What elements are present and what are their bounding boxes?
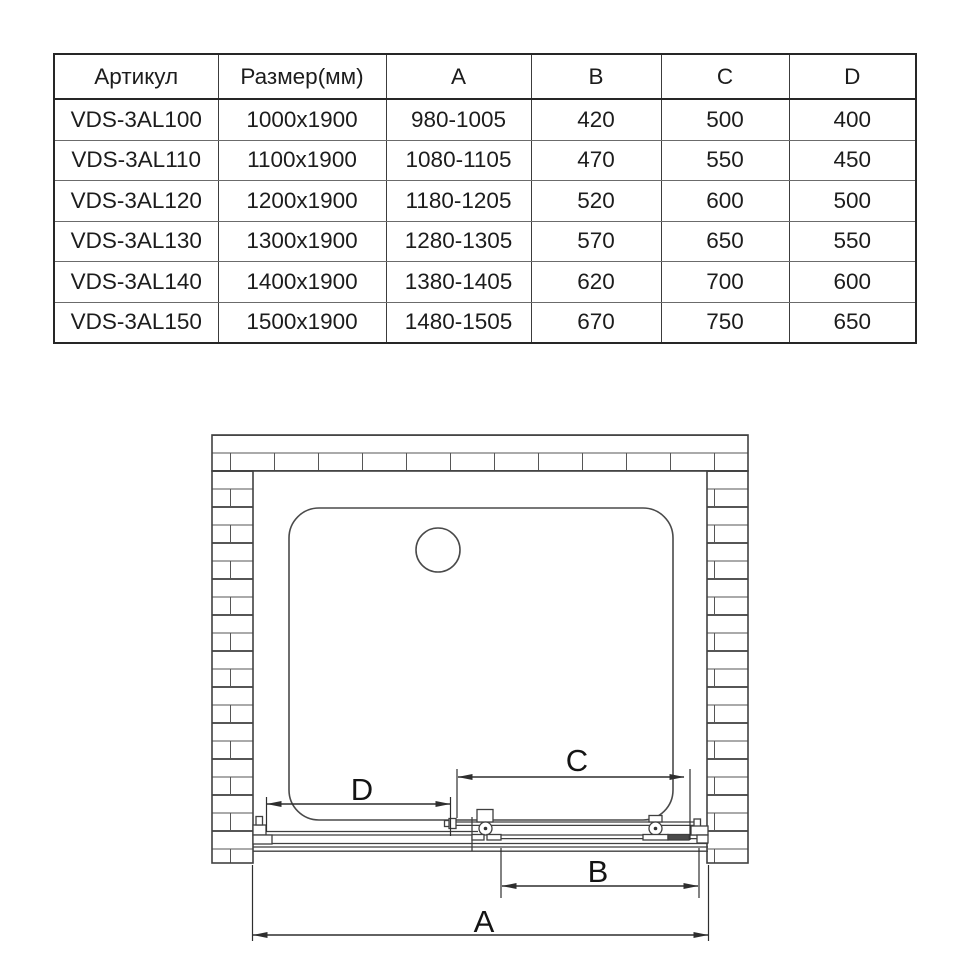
shower-tray <box>289 508 673 820</box>
a-cell: 1180-1205 <box>386 181 531 222</box>
d-cell: 650 <box>789 302 916 343</box>
header-article: Артикул <box>54 54 218 99</box>
d-cell: 500 <box>789 181 916 222</box>
b-cell: 570 <box>531 221 661 262</box>
b-cell: 470 <box>531 140 661 181</box>
a-cell: 1280-1305 <box>386 221 531 262</box>
dim-label-d: D <box>350 772 374 807</box>
header-d: D <box>789 54 916 99</box>
header-c: C <box>661 54 789 99</box>
size-cell: 1500x1900 <box>218 302 386 343</box>
c-cell: 550 <box>661 140 789 181</box>
a-cell: 980-1005 <box>386 99 531 140</box>
size-cell: 1400x1900 <box>218 262 386 303</box>
drain-circle <box>416 528 460 572</box>
dim-label-a: A <box>473 904 495 939</box>
dimensions-table <box>53 53 917 344</box>
dim-label-b: B <box>587 854 609 889</box>
fixed-panel <box>254 832 478 836</box>
table-row <box>54 140 916 181</box>
c-cell: 650 <box>661 221 789 262</box>
article-cell: VDS-3AL120 <box>54 181 218 222</box>
header-size: Размер(мм) <box>218 54 386 99</box>
wall-left-column <box>212 471 253 863</box>
article-cell: VDS-3AL140 <box>54 262 218 303</box>
table-row <box>54 262 916 303</box>
a-cell: 1080-1105 <box>386 140 531 181</box>
c-cell: 750 <box>661 302 789 343</box>
size-cell: 1200x1900 <box>218 181 386 222</box>
table-row <box>54 221 916 262</box>
table-row <box>54 181 916 222</box>
a-cell: 1380-1405 <box>386 262 531 303</box>
b-cell: 520 <box>531 181 661 222</box>
wall-right-column <box>707 471 748 863</box>
size-cell: 1000x1900 <box>218 99 386 140</box>
article-cell: VDS-3AL100 <box>54 99 218 140</box>
d-cell: 400 <box>789 99 916 140</box>
wall-profile-right <box>668 826 708 843</box>
table-header-row <box>54 54 916 99</box>
article-cell: VDS-3AL130 <box>54 221 218 262</box>
table-row <box>54 99 916 140</box>
tray-outline <box>289 508 673 820</box>
b-cell: 620 <box>531 262 661 303</box>
article-cell: VDS-3AL110 <box>54 140 218 181</box>
header-b: B <box>531 54 661 99</box>
d-cell: 450 <box>789 140 916 181</box>
bottom-sill <box>253 844 708 852</box>
dim-label-c: C <box>565 743 589 778</box>
header-a: A <box>386 54 531 99</box>
c-cell: 600 <box>661 181 789 222</box>
wall-top-band <box>212 435 748 471</box>
shower-enclosure-drawing <box>0 420 970 970</box>
size-cell: 1300x1900 <box>218 221 386 262</box>
b-cell: 670 <box>531 302 661 343</box>
article-cell: VDS-3AL150 <box>54 302 218 343</box>
size-cell: 1100x1900 <box>218 140 386 181</box>
d-cell: 600 <box>789 262 916 303</box>
rail-left-tip <box>445 821 450 827</box>
c-cell: 500 <box>661 99 789 140</box>
wall-profile-left <box>253 817 272 845</box>
a-cell: 1480-1505 <box>386 302 531 343</box>
table-row <box>54 302 916 343</box>
c-cell: 700 <box>661 262 789 303</box>
b-cell: 420 <box>531 99 661 140</box>
d-cell: 550 <box>789 221 916 262</box>
